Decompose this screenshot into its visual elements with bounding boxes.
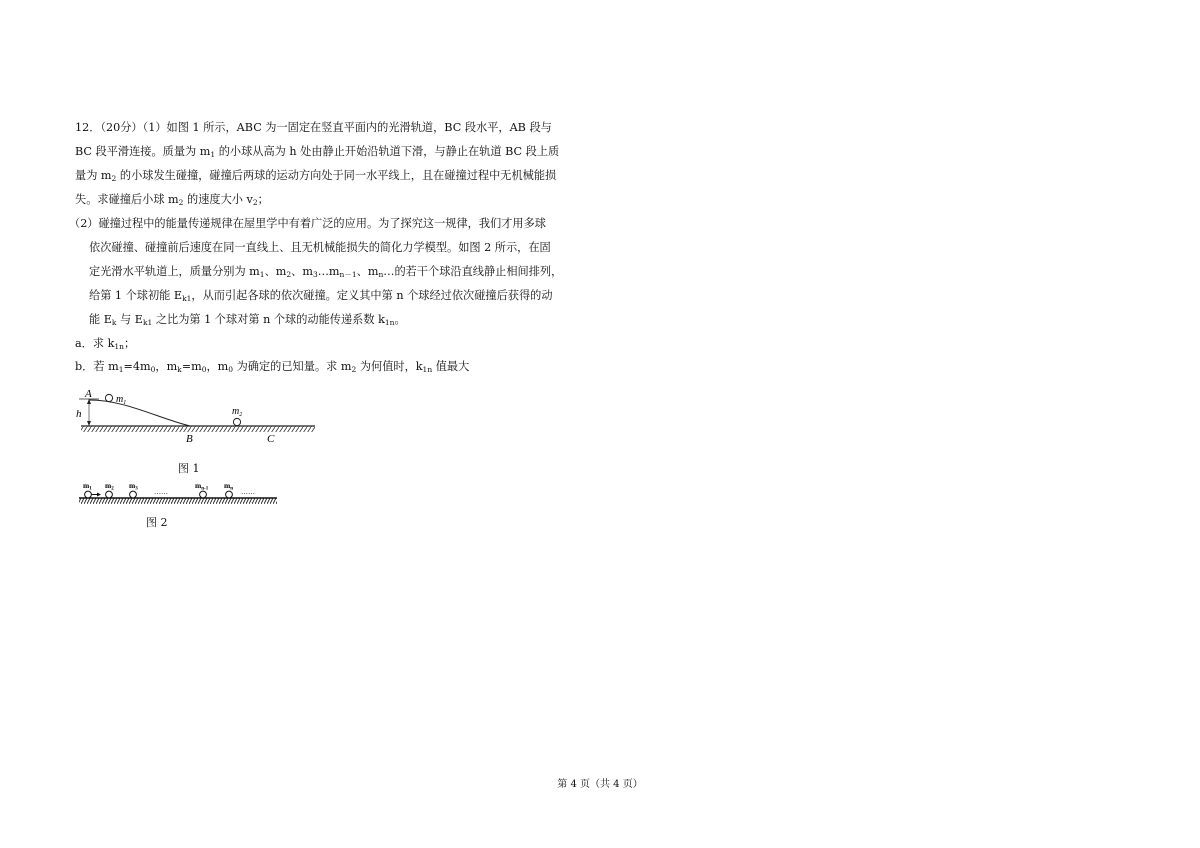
label-mn: $m_n$ — [224, 481, 234, 492]
label-mn-1: $m_{n-1}$ — [195, 481, 209, 492]
text: 值最大 — [432, 360, 470, 373]
dots-2: …… — [241, 488, 255, 496]
label-b: B — [186, 433, 193, 445]
ground-hatching — [81, 426, 315, 432]
question-line-6 — [89, 241, 551, 255]
text: 为确定的已知量。求 m — [233, 360, 352, 373]
text: …的若干个球沿直线静止相间排列， — [383, 265, 563, 278]
text: 的小球从高为 h 处由静止开始沿轨道下滑，与静止在轨道 BC 段上质 — [215, 145, 560, 158]
question-line-3 — [75, 169, 556, 183]
question-line-b — [75, 360, 469, 374]
text: ，m — [206, 360, 229, 373]
text: 失。求碰撞后小球 m — [75, 193, 179, 206]
question-line-7 — [89, 265, 562, 279]
curved-track — [89, 400, 190, 426]
subscript: n — [378, 270, 384, 279]
text: BC 段平滑连接。质量为 m — [75, 145, 211, 158]
text: ，从而引起各球的依次碰撞。定义其中第 n 个球经过依次碰撞后获得的动 — [191, 289, 553, 302]
label-a: A — [85, 388, 92, 400]
subscript: 2 — [252, 198, 258, 207]
subscript: 1 — [259, 270, 265, 279]
ball-n — [226, 491, 233, 498]
question-line-5 — [69, 217, 546, 231]
subscript: k — [177, 365, 182, 374]
text: ； — [257, 193, 269, 206]
ball-1 — [85, 491, 92, 498]
subscript: 0 — [228, 365, 234, 374]
text: 。 — [394, 313, 406, 326]
figure-1-track-diagram — [75, 385, 320, 447]
subscript: 1n — [384, 318, 395, 327]
text: 的速度大小 v — [183, 193, 253, 206]
height-arrow-down — [87, 421, 91, 426]
subscript: 0 — [150, 365, 156, 374]
subscript: 0 — [201, 365, 207, 374]
text: 为何值时，k — [356, 360, 423, 373]
label-h: h — [76, 408, 82, 420]
text: =4m — [123, 360, 151, 373]
question-line-8 — [89, 289, 553, 303]
question-line-2 — [75, 145, 559, 159]
text: =m — [181, 360, 202, 373]
ball-3 — [130, 491, 137, 498]
subscript: 1n — [114, 342, 124, 351]
figure-2-balls-diagram — [75, 480, 280, 510]
ball-m1 — [105, 394, 112, 401]
ground-hatching — [79, 498, 277, 504]
text: 、m — [291, 265, 313, 278]
subscript: 1 — [210, 150, 216, 159]
question-line-1 — [75, 121, 552, 135]
question-line-4 — [75, 193, 269, 207]
text: ； — [124, 337, 136, 350]
figure-1-caption: 图 1 — [178, 462, 200, 475]
dots-1: …… — [154, 488, 168, 496]
subscript: 2 — [178, 198, 184, 207]
text: 与 E — [116, 313, 143, 326]
subscript: k1 — [142, 318, 153, 327]
subscript: 1n — [422, 365, 433, 374]
label-m2: $m_2$ — [232, 406, 243, 418]
subscript: k — [111, 318, 117, 327]
text: 给第 1 个球初能 E — [89, 289, 183, 302]
text: …m — [317, 265, 340, 278]
page-footer: 第 4 页（共 4 页） — [557, 779, 643, 790]
ball-m2 — [233, 418, 240, 425]
text: 之比为第 1 个球对第 n 个球的动能传递系数 k — [152, 313, 385, 326]
text: 依次碰撞、碰撞前后速度在同一直线上、且无机械能损失的简化力学模型。如图 2 所示，在固 — [89, 241, 551, 254]
text: （2）碰撞过程中的能量传递规律在屋里学中有着广泛的应用。为了探究这一规律，我们才用多球 — [69, 217, 546, 230]
subscript: n－1 — [339, 270, 357, 279]
subscript: 1 — [118, 365, 124, 374]
label-m1: $m_1$ — [83, 481, 92, 492]
text: 12．（20分）（1）如图 1 所示，ABC 为一固定在竖直平面内的光滑轨道，BC 段水平，AB 段与 — [75, 121, 552, 134]
text: 、m — [264, 265, 287, 278]
label-c: C — [267, 433, 275, 445]
ball-n-1 — [200, 491, 207, 498]
subscript: k1 — [182, 294, 192, 303]
label-m2: $m_2$ — [105, 481, 114, 492]
text: 定光滑水平轨道上，质量分别为 m — [89, 265, 260, 278]
text: 量为 m — [75, 169, 112, 182]
text: a．求 k — [75, 337, 115, 350]
text: ，m — [155, 360, 178, 373]
question-line-9 — [89, 313, 406, 327]
subscript: 2 — [351, 365, 357, 374]
ball-1-arrow-head — [97, 493, 101, 497]
text: 、m — [356, 265, 379, 278]
subscript: 2 — [286, 270, 292, 279]
ball-2 — [106, 491, 113, 498]
text: 能 E — [89, 313, 112, 326]
label-m3: $m_3$ — [129, 481, 138, 492]
label-m1: $m_1$ — [116, 394, 127, 406]
text: b．若 m — [75, 360, 119, 373]
text: 的小球发生碰撞，碰撞后两球的运动方向处于同一水平线上，且在碰撞过程中无机械能损 — [116, 169, 557, 182]
subscript: 2 — [111, 174, 117, 183]
question-line-a — [75, 337, 135, 351]
subscript: 3 — [312, 270, 318, 279]
figure-2-caption: 图 2 — [146, 516, 168, 529]
